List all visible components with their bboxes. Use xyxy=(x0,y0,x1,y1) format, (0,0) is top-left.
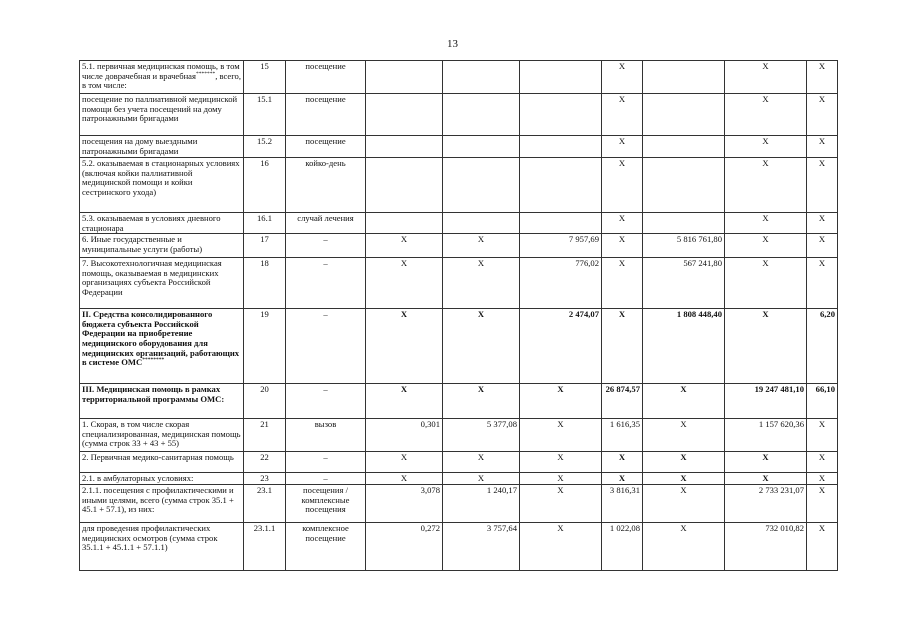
row-number: 18 xyxy=(244,258,286,309)
unit-cell: – xyxy=(286,258,366,309)
value-cell xyxy=(366,94,443,136)
value-cell: Х xyxy=(366,384,443,419)
value-cell: Х xyxy=(443,258,520,309)
table-row xyxy=(80,158,838,213)
value-cell: Х xyxy=(725,234,807,258)
value-cell: 3 757,64 xyxy=(443,523,520,571)
row-number: 17 xyxy=(244,234,286,258)
value-cell: Х xyxy=(807,136,838,158)
unit-cell: койко-день xyxy=(286,158,366,213)
value-cell: 2 733 231,07 xyxy=(725,485,807,523)
value-cell: Х xyxy=(520,384,602,419)
value-cell: Х xyxy=(643,485,725,523)
unit-cell: посещение xyxy=(286,136,366,158)
row-number: 22 xyxy=(244,452,286,473)
value-cell: 1 616,35 xyxy=(602,419,643,452)
value-cell: 3 816,31 xyxy=(602,485,643,523)
value-cell: 732 010,82 xyxy=(725,523,807,571)
value-cell: Х xyxy=(366,452,443,473)
value-cell: Х xyxy=(443,452,520,473)
value-cell: Х xyxy=(602,158,643,213)
value-cell: Х xyxy=(602,452,643,473)
table-row xyxy=(80,94,838,136)
value-cell xyxy=(443,158,520,213)
row-number: 16.1 xyxy=(244,213,286,234)
value-cell: Х xyxy=(602,61,643,94)
unit-cell: – xyxy=(286,473,366,485)
value-cell: 1 022,08 xyxy=(602,523,643,571)
row-number: 23.1.1 xyxy=(244,523,286,571)
row-number: 23.1 xyxy=(244,485,286,523)
value-cell: Х xyxy=(725,258,807,309)
value-cell: 1 240,17 xyxy=(443,485,520,523)
table-row xyxy=(80,258,838,309)
value-cell: 567 241,80 xyxy=(643,258,725,309)
value-cell: Х xyxy=(807,258,838,309)
table-row xyxy=(80,419,838,452)
value-cell: Х xyxy=(807,473,838,485)
value-cell: Х xyxy=(520,485,602,523)
unit-cell: комплексное посещение xyxy=(286,523,366,571)
value-cell: Х xyxy=(807,94,838,136)
table-row xyxy=(80,485,838,523)
unit-cell: – xyxy=(286,309,366,384)
unit-cell: – xyxy=(286,452,366,473)
value-cell: 66,10 xyxy=(807,384,838,419)
value-cell: 1 157 620,36 xyxy=(725,419,807,452)
table-row xyxy=(80,309,838,384)
row-label: 1. Скорая, в том числе скорая специализированная, медицинская помощь (сумма строк 33 + 43 + 55) xyxy=(80,419,244,452)
unit-cell: посещение xyxy=(286,94,366,136)
value-cell xyxy=(366,61,443,94)
value-cell xyxy=(443,94,520,136)
row-label: 2. Первичная медико-санитарная помощь xyxy=(80,452,244,473)
unit-cell: – xyxy=(286,234,366,258)
row-number: 15 xyxy=(244,61,286,94)
value-cell: Х xyxy=(602,136,643,158)
value-cell: Х xyxy=(725,452,807,473)
value-cell: 19 247 481,10 xyxy=(725,384,807,419)
value-cell xyxy=(443,61,520,94)
value-cell: Х xyxy=(807,485,838,523)
row-number: 21 xyxy=(244,419,286,452)
value-cell: Х xyxy=(520,452,602,473)
page-number: 13 xyxy=(447,38,458,50)
value-cell: 3,078 xyxy=(366,485,443,523)
value-cell: Х xyxy=(602,258,643,309)
value-cell: Х xyxy=(643,419,725,452)
footnote-mark: ******* xyxy=(195,70,216,77)
row-number: 20 xyxy=(244,384,286,419)
row-label: II. Средства консолидированного бюджета субъекта Российской Федерации на приобретение медицинского оборудования для медицинских организаций, работающих в системе ОМС******** xyxy=(80,309,244,384)
value-cell: Х xyxy=(520,419,602,452)
row-number: 19 xyxy=(244,309,286,384)
value-cell xyxy=(520,213,602,234)
value-cell xyxy=(520,158,602,213)
value-cell xyxy=(520,61,602,94)
value-cell: Х xyxy=(807,419,838,452)
row-label: посещения на дому выездными патронажными бригадами xyxy=(80,136,244,158)
table-row xyxy=(80,61,838,94)
row-label: 2.1. в амбулаторных условиях: xyxy=(80,473,244,485)
value-cell: Х xyxy=(602,309,643,384)
value-cell: Х xyxy=(725,61,807,94)
value-cell: Х xyxy=(366,234,443,258)
value-cell: Х xyxy=(366,309,443,384)
value-cell: 1 808 448,40 xyxy=(643,309,725,384)
value-cell xyxy=(366,158,443,213)
unit-cell: посещение xyxy=(286,61,366,94)
value-cell: Х xyxy=(643,523,725,571)
value-cell: Х xyxy=(443,309,520,384)
row-label: 2.1.1. посещения с профилактическими и иными целями, всего (сумма строк 35.1 + 45.1 + 57.1), из них: xyxy=(80,485,244,523)
value-cell: Х xyxy=(807,452,838,473)
value-cell xyxy=(366,136,443,158)
value-cell xyxy=(643,61,725,94)
value-cell: Х xyxy=(725,136,807,158)
table-row xyxy=(80,384,838,419)
table-row xyxy=(80,473,838,485)
value-cell xyxy=(643,213,725,234)
row-number: 15.1 xyxy=(244,94,286,136)
value-cell xyxy=(520,94,602,136)
value-cell: Х xyxy=(602,234,643,258)
value-cell xyxy=(520,136,602,158)
value-cell: Х xyxy=(807,234,838,258)
row-label: 5.3. оказываемая в условиях дневного стационара xyxy=(80,213,244,234)
value-cell xyxy=(643,136,725,158)
value-cell xyxy=(366,213,443,234)
value-cell: Х xyxy=(443,234,520,258)
value-cell: Х xyxy=(725,213,807,234)
unit-cell: посещения / комплексные посещения xyxy=(286,485,366,523)
table-row xyxy=(80,523,838,571)
value-cell xyxy=(443,213,520,234)
row-label: для проведения профилактических медицинских осмотров (сумма строк 35.1.1 + 45.1.1 + 57.1.1) xyxy=(80,523,244,571)
row-label: 7. Высокотехнологичная медицинская помощь, оказываемая в медицинских организациях субъекта Российской Федерации xyxy=(80,258,244,309)
value-cell: Х xyxy=(643,452,725,473)
value-cell: 26 874,57 xyxy=(602,384,643,419)
value-cell: 0,272 xyxy=(366,523,443,571)
table-row xyxy=(80,213,838,234)
value-cell: Х xyxy=(807,523,838,571)
unit-cell: – xyxy=(286,384,366,419)
table-row xyxy=(80,136,838,158)
value-cell: Х xyxy=(643,384,725,419)
value-cell: Х xyxy=(643,473,725,485)
value-cell: Х xyxy=(366,258,443,309)
row-label: 5.2. оказываемая в стационарных условиях (включая койки паллиативной медицинской помощи и койки сестринского ухода) xyxy=(80,158,244,213)
value-cell: Х xyxy=(602,473,643,485)
table-row xyxy=(80,234,838,258)
financing-table xyxy=(79,60,838,571)
unit-cell: вызов xyxy=(286,419,366,452)
table-row xyxy=(80,452,838,473)
unit-cell: случай лечения xyxy=(286,213,366,234)
value-cell: Х xyxy=(725,94,807,136)
value-cell: 776,02 xyxy=(520,258,602,309)
value-cell: Х xyxy=(807,213,838,234)
row-number: 15.2 xyxy=(244,136,286,158)
value-cell: Х xyxy=(443,384,520,419)
value-cell: Х xyxy=(520,473,602,485)
value-cell: 0,301 xyxy=(366,419,443,452)
value-cell: 5 816 761,80 xyxy=(643,234,725,258)
value-cell: Х xyxy=(520,523,602,571)
value-cell: Х xyxy=(602,213,643,234)
row-label: 5.1. первичная медицинская помощь, в том числе доврачебная и врачебная*******, всего, в том числе: xyxy=(80,61,244,94)
value-cell: Х xyxy=(725,473,807,485)
row-label: III. Медицинская помощь в рамках территориальной программы ОМС: xyxy=(80,384,244,419)
value-cell: Х xyxy=(602,94,643,136)
footnote-mark: ******** xyxy=(142,357,165,364)
value-cell: Х xyxy=(366,473,443,485)
value-cell: Х xyxy=(807,61,838,94)
value-cell xyxy=(643,94,725,136)
value-cell: 5 377,08 xyxy=(443,419,520,452)
value-cell: 6,20 xyxy=(807,309,838,384)
value-cell: 7 957,69 xyxy=(520,234,602,258)
value-cell xyxy=(643,158,725,213)
row-label: посещение по паллиативной медицинской помощи без учета посещений на дому патронажными бригадами xyxy=(80,94,244,136)
row-number: 16 xyxy=(244,158,286,213)
value-cell: Х xyxy=(807,158,838,213)
value-cell: Х xyxy=(725,309,807,384)
row-number: 23 xyxy=(244,473,286,485)
value-cell xyxy=(443,136,520,158)
value-cell: Х xyxy=(443,473,520,485)
value-cell: 2 474,07 xyxy=(520,309,602,384)
row-label: 6. Иные государственные и муниципальные услуги (работы) xyxy=(80,234,244,258)
value-cell: Х xyxy=(725,158,807,213)
